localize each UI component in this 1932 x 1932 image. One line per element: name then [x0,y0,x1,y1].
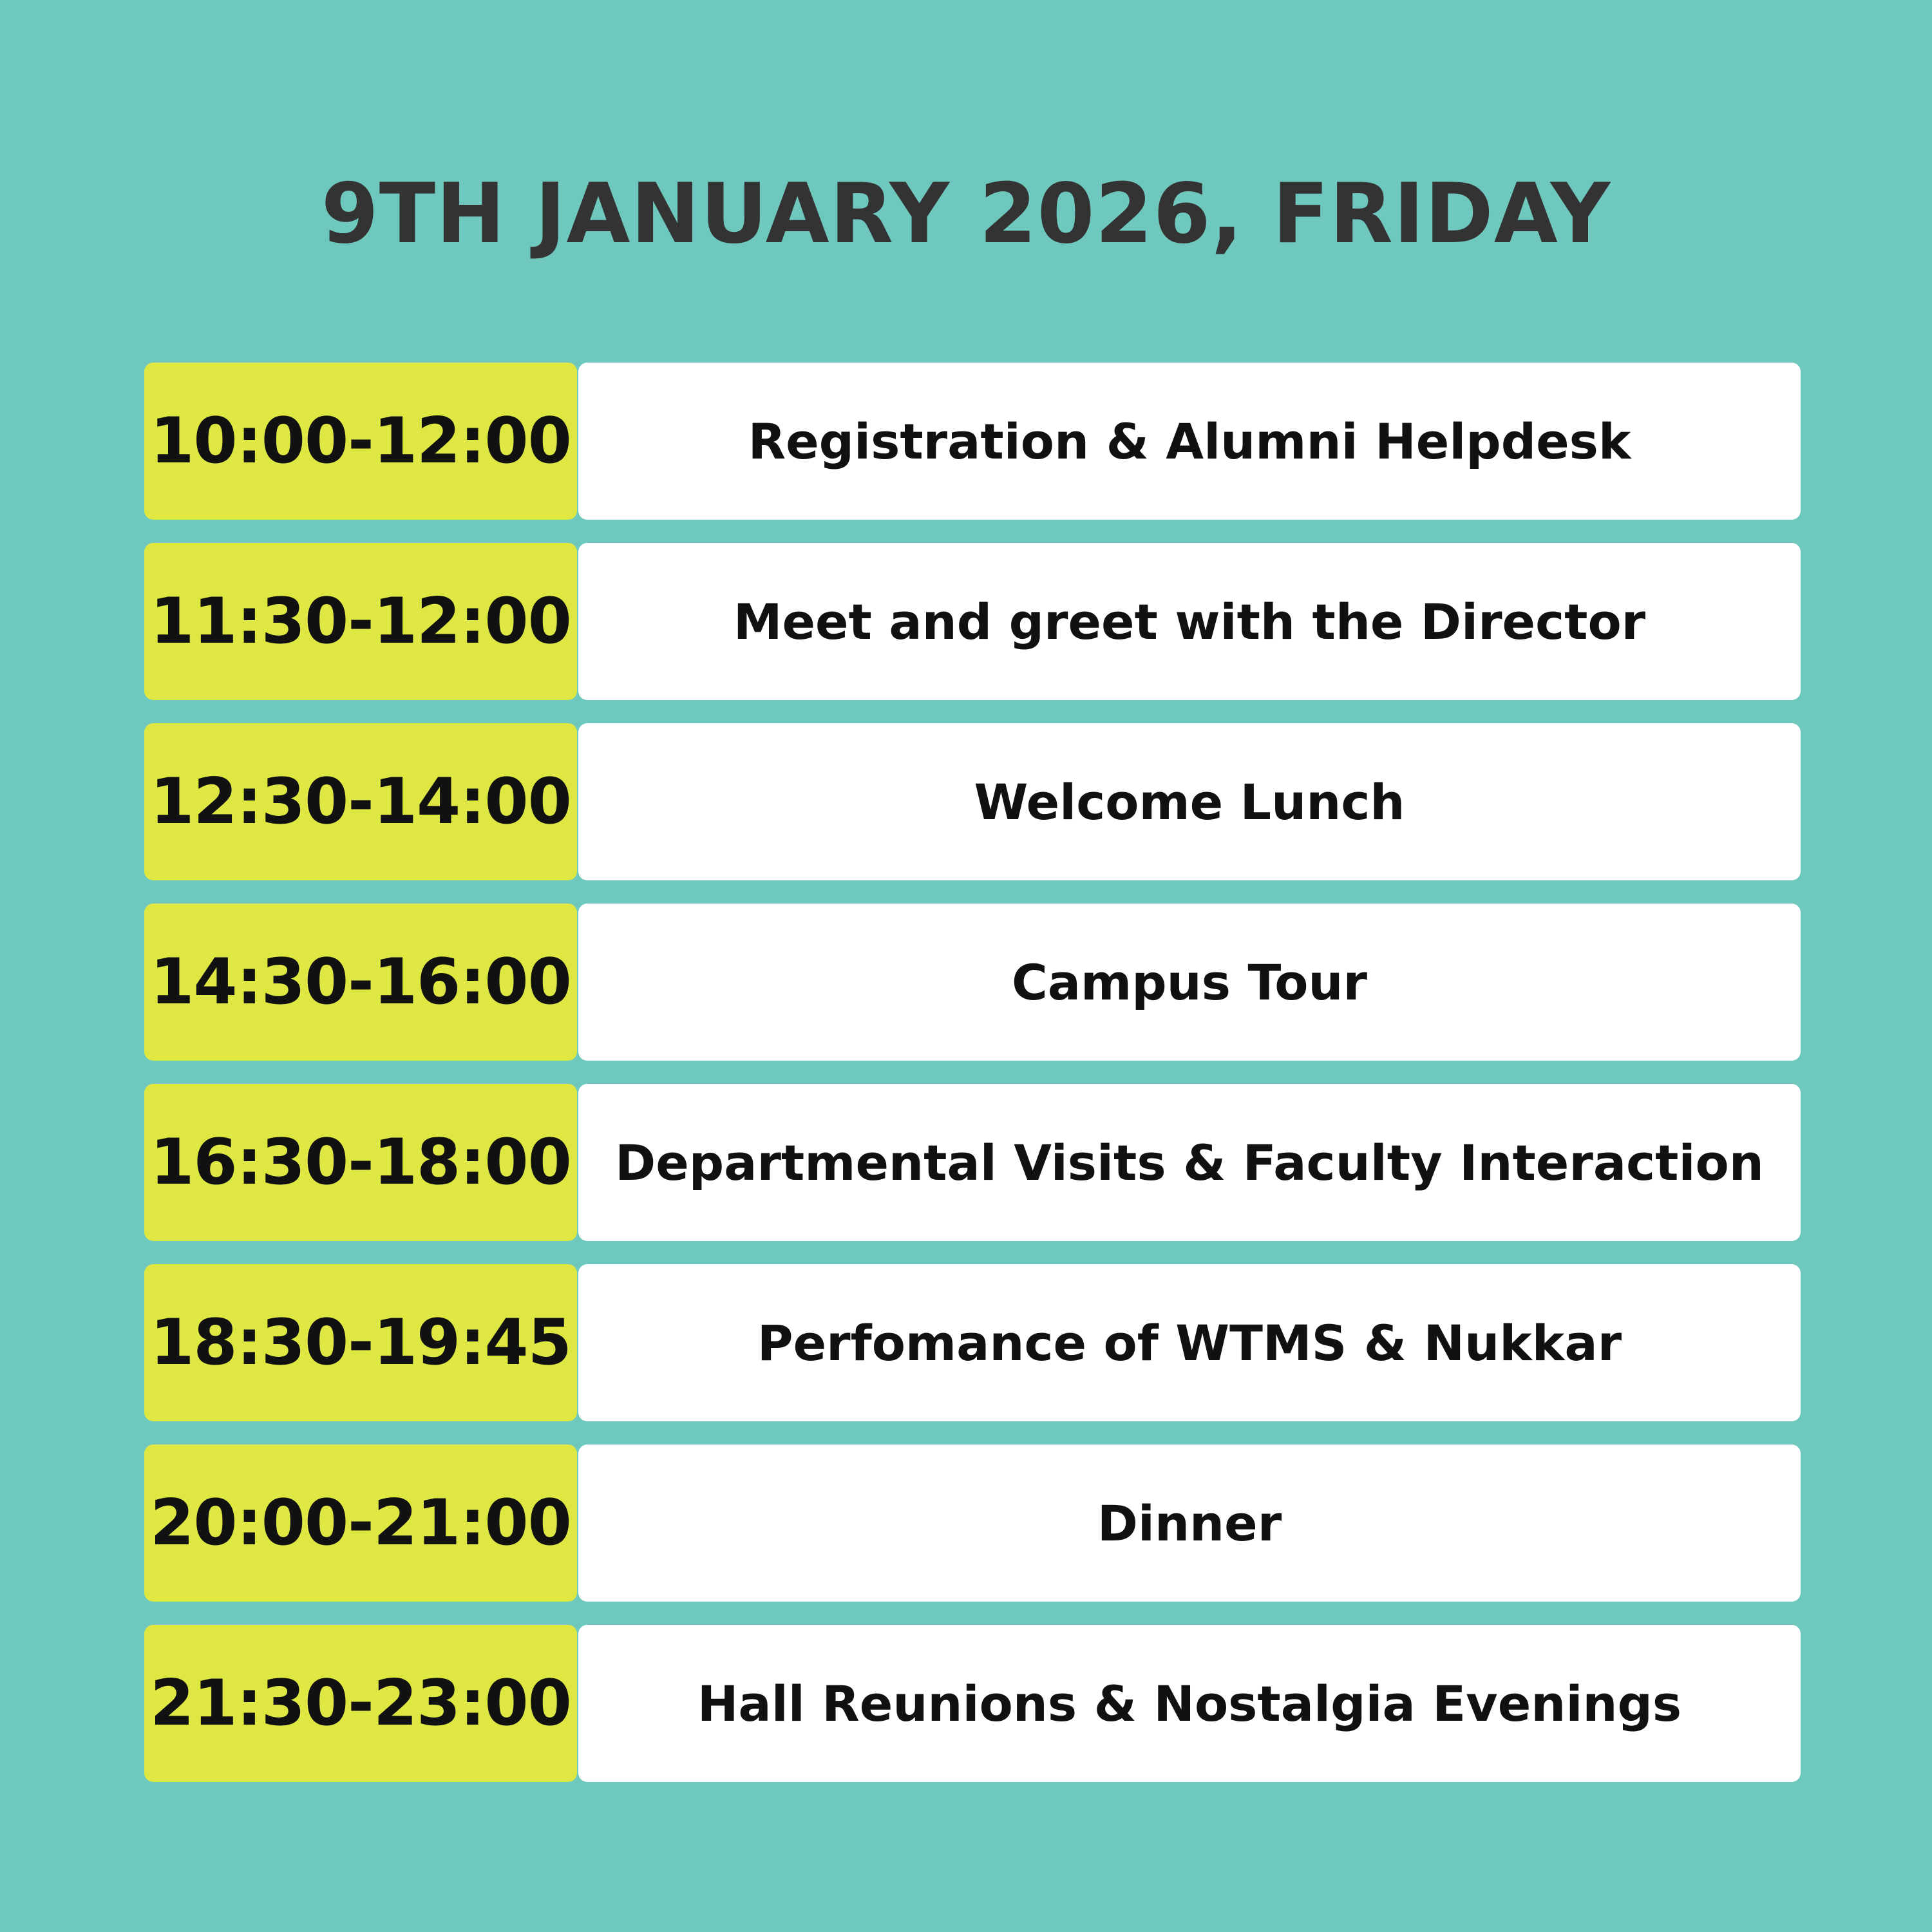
event-label: Departmental Visits & Faculty Interaction [615,1133,1764,1191]
event-label: Campus Tour [1011,953,1367,1011]
event-label: Meet and greet with the Director [733,592,1646,650]
time-label: 20:00-21:00 [150,1486,571,1560]
time-label: 16:30-18:00 [150,1126,571,1199]
event-label: Dinner [1097,1494,1282,1552]
time-cell [144,1444,577,1602]
time-label: 10:00-12:00 [150,404,571,478]
schedule-row [144,1084,1801,1241]
schedule-row [144,723,1801,880]
time-cell [144,1084,577,1241]
event-label: Hall Reunions & Nostalgia Evenings [697,1674,1682,1732]
time-cell [144,1264,577,1421]
event-label: Registration & Alumni Helpdesk [748,412,1631,470]
schedule-row [144,1625,1801,1782]
page-title: 9TH JANUARY 2026, FRIDAY [321,166,1611,262]
schedule-table [144,363,1801,1782]
time-label: 12:30-14:00 [150,765,571,838]
time-label: 14:30-16:00 [150,945,571,1019]
event-cell [578,363,1801,520]
event-label: Perfomance of WTMS & Nukkar [757,1314,1622,1372]
schedule-row [144,1444,1801,1602]
time-label: 21:30-23:00 [150,1667,571,1740]
time-label: 11:30-12:00 [150,585,571,658]
time-label: 18:30-19:45 [150,1306,571,1379]
time-cell [144,1625,577,1782]
schedule-row [144,543,1801,700]
time-cell [144,543,577,700]
event-cell [578,904,1801,1061]
schedule-row [144,363,1801,520]
event-cell [578,1625,1801,1782]
event-cell [578,723,1801,880]
event-cell [578,1084,1801,1241]
schedule-row [144,1264,1801,1421]
event-cell [578,543,1801,700]
event-cell [578,1444,1801,1602]
schedule-row [144,904,1801,1061]
time-cell [144,904,577,1061]
event-cell [578,1264,1801,1421]
time-cell [144,723,577,880]
time-cell [144,363,577,520]
event-label: Welcome Lunch [974,773,1405,831]
